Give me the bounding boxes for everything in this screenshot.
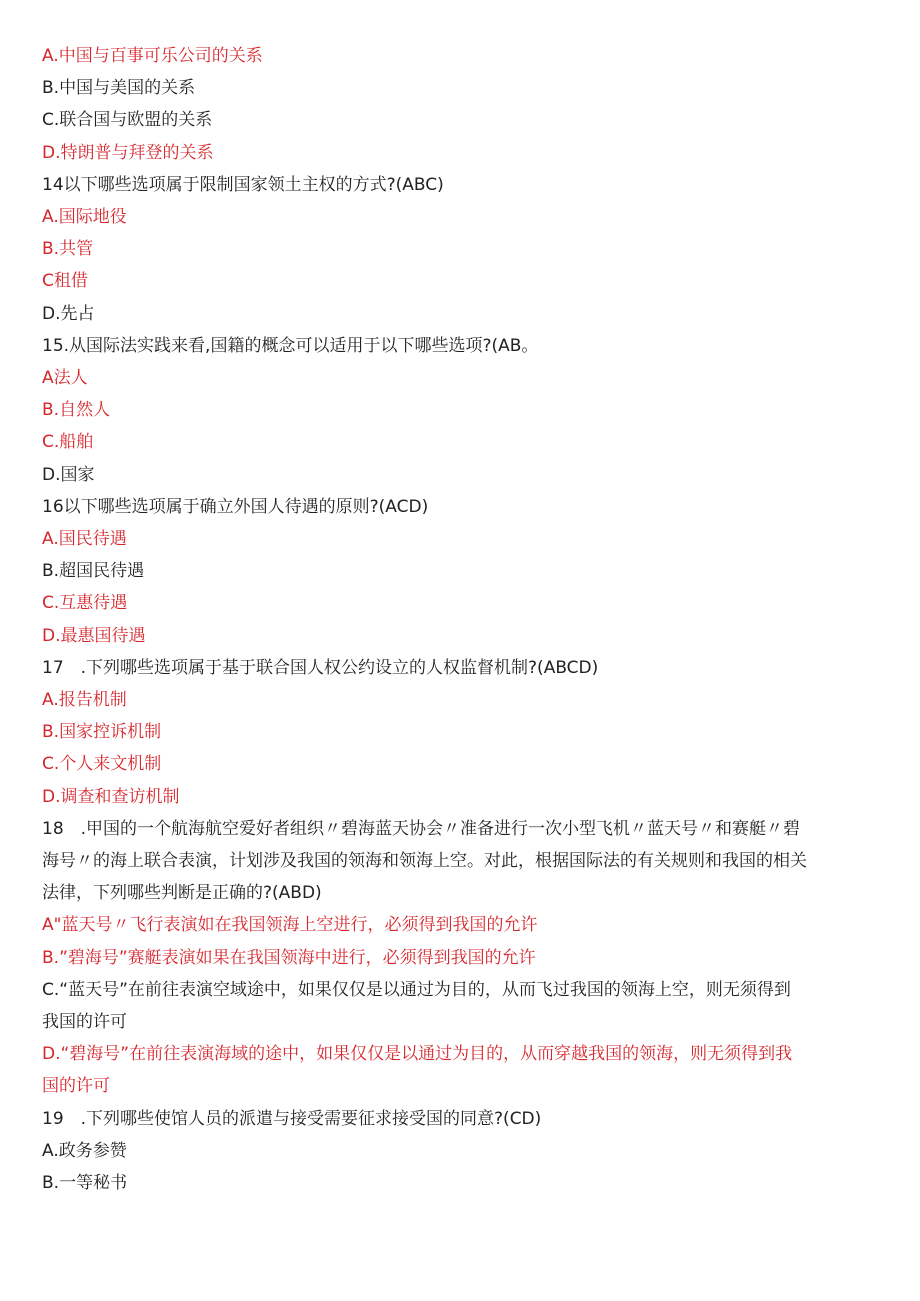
text-line: A.政务参赞: [42, 1140, 127, 1161]
text-line: 17 .下列哪些选项属于基于联合国人权公约设立的人权监督机制?(ABCD): [42, 657, 599, 678]
answer-line: D.最惠国待遇: [42, 625, 146, 646]
text-line: 海号〃的海上联合表演，计划涉及我国的领海和领海上空。对此，根据国际法的有关规则和我国的相关: [42, 851, 807, 871]
answer-line: D.调查和查访机制: [42, 786, 180, 807]
text-line: B.中国与美国的关系: [42, 78, 196, 99]
answer-line: D.“碧海号”在前往表演海域的途中，如果仅仅是以通过为目的，从而穿越我国的领海，则无须得到我: [42, 1044, 793, 1065]
answer-line: A.国民待遇: [42, 529, 127, 549]
answer-line: C.个人来文机制: [42, 754, 162, 775]
text-line: 16以下哪些选项属于确立外国人待遇的原则?(ACD): [42, 496, 429, 517]
answer-line: A.国际地役: [42, 207, 127, 227]
text-line: C.“蓝天号”在前往表演空域途中，如果仅仅是以通过为目的，从而飞过我国的领海上空，则无须得到: [42, 979, 791, 1000]
text-line: 法律，下列哪些判断是正确的?(ABD): [42, 883, 322, 904]
answer-line: C.船舶: [42, 432, 94, 453]
answer-line: A.报告机制: [42, 690, 127, 710]
answer-line: A"蓝天号〃飞行表演如在我国领海上空进行，必须得到我国的允许: [42, 915, 538, 936]
text-line: 19 .下列哪些使馆人员的派遣与接受需要征求接受国的同意?(CD): [42, 1108, 542, 1129]
text-line: B.一等秘书: [42, 1173, 128, 1193]
text-line: C.联合国与欧盟的关系: [42, 110, 213, 131]
answer-line: B.共管: [42, 239, 94, 260]
answer-line: 国的许可: [42, 1076, 110, 1097]
answer-line: B.自然人: [42, 400, 111, 421]
answer-line: A法人: [42, 368, 88, 388]
text-line: B.超国民待遇: [42, 561, 145, 582]
answer-line: C租借: [42, 271, 88, 292]
answer-line: A.中国与百事可乐公司的关系: [42, 46, 263, 66]
text-line: 15.从国际法实践来看,国籍的概念可以适用于以下哪些选项?(AB。: [42, 335, 539, 356]
answer-line: B.国家控诉机制: [42, 722, 162, 743]
answer-line: D.特朗普与拜登的关系: [42, 142, 214, 163]
text-line: D.国家: [42, 464, 95, 485]
text-line: 14以下哪些选项属于限制国家领土主权的方式?(ABC): [42, 174, 444, 195]
text-line: D.先占: [42, 303, 95, 324]
text-line: 我国的许可: [42, 1012, 127, 1032]
answer-line: C.互惠待遇: [42, 593, 128, 614]
text-line: 18 .甲国的一个航海航空爱好者组织〃碧海蓝天协会〃准备进行一次小型飞机〃蓝天号〃和赛艇〃碧: [42, 818, 801, 839]
answer-line: B.”碧海号”赛艇表演如果在我国领海中进行，必须得到我国的允许: [42, 947, 536, 968]
